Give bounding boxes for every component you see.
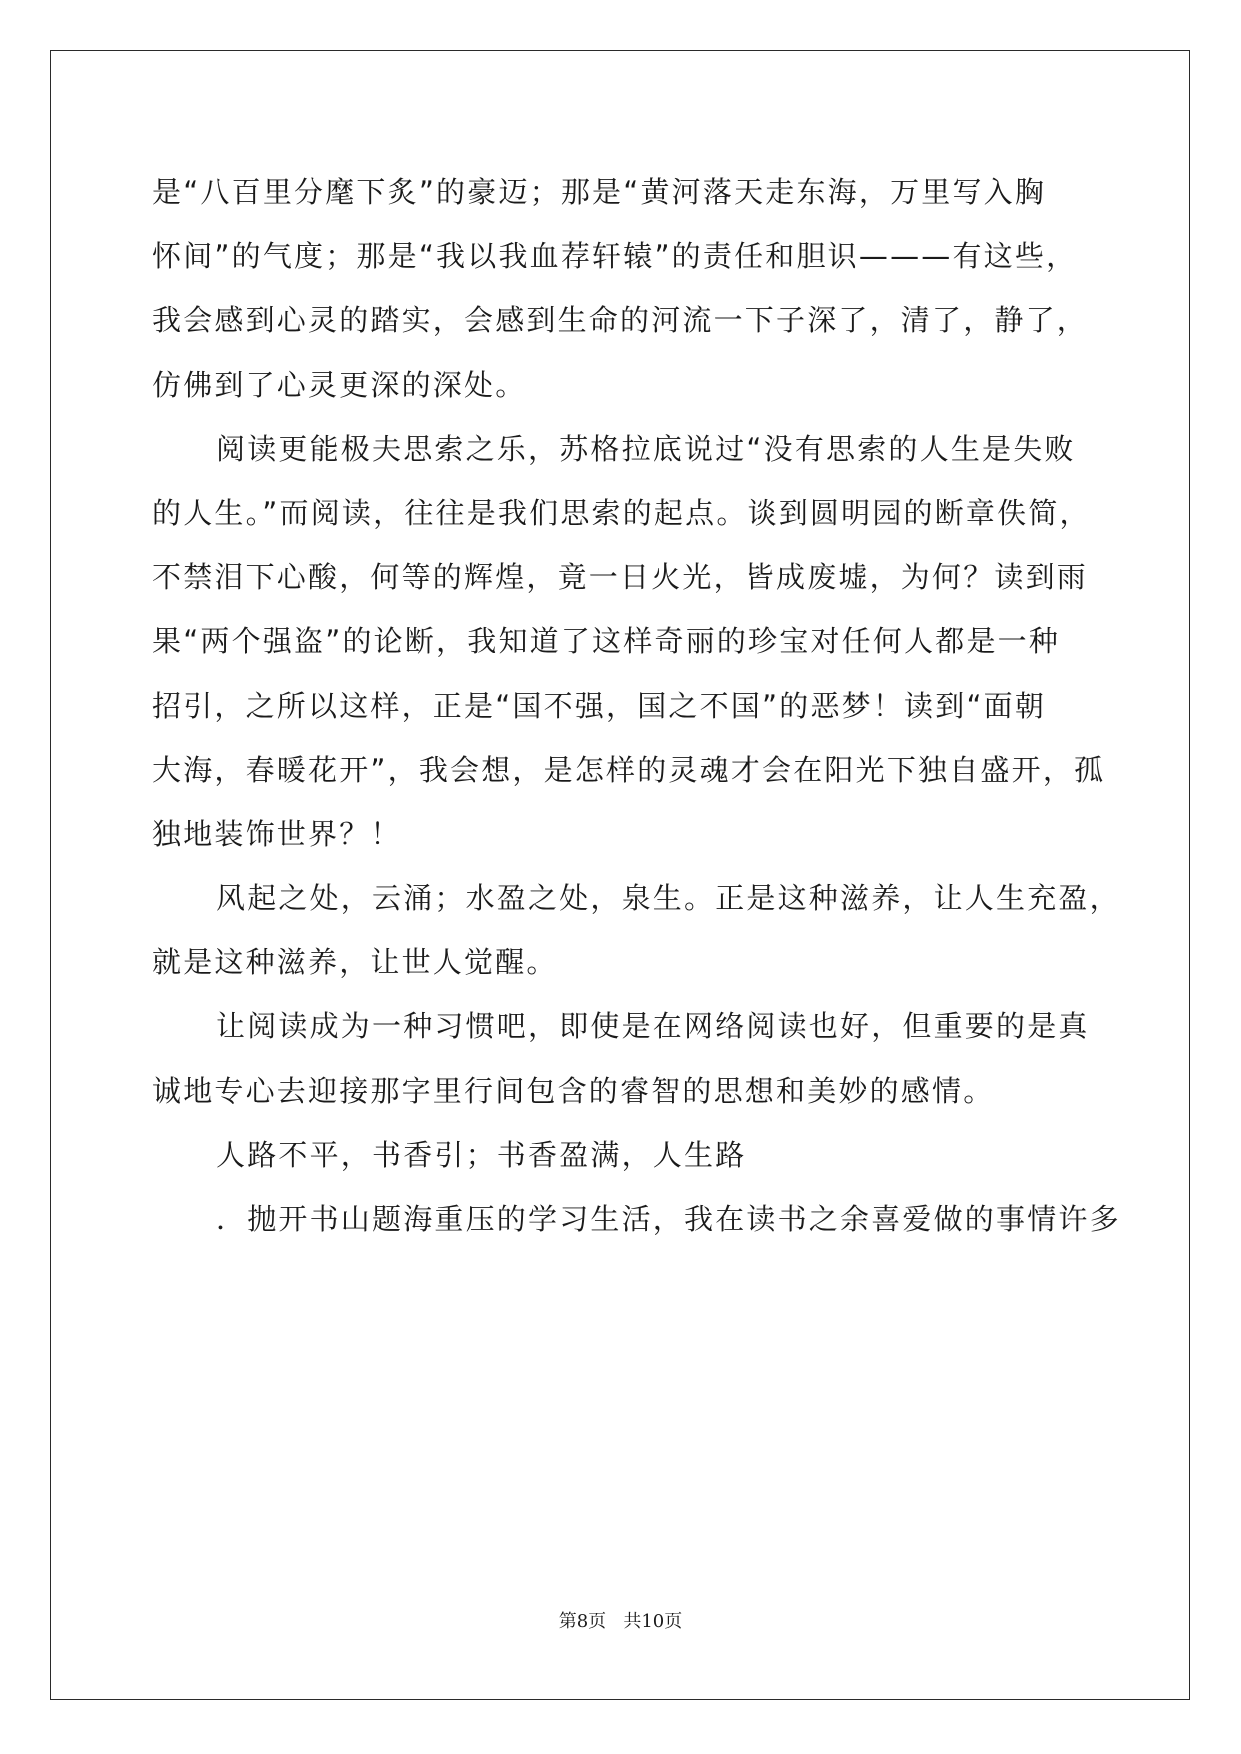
- text-line: 独地装饰世界？！: [152, 816, 402, 851]
- text-line: 是“八百里分麾下炙”的豪迈；那是“黄河落天走东海，万里写入胸: [152, 175, 1047, 209]
- page-total: 共10页: [623, 1611, 683, 1632]
- text-line: 让阅读成为一种习惯吧，即使是在网络阅读也好，但重要的是真: [216, 1009, 1090, 1044]
- page-number: 第8页: [558, 1611, 607, 1632]
- text-line: 诚地专心去迎接那字里行间包含的睿智的思想和美妙的感情。: [152, 1073, 995, 1108]
- text-line: 大海，春暖花开”，我会想，是怎样的灵魂才会在阳光下独自盛开，孤: [152, 752, 1106, 787]
- text-line: ．抛开书山题海重压的学习生活，我在读书之余喜爱做的事情许多: [216, 1202, 1121, 1236]
- text-line: 阅读更能极夫思索之乐，苏格拉底说过“没有思索的人生是失败: [216, 431, 1076, 466]
- text-line: 果“两个强盗”的论断，我知道了这样奇丽的珍宝对任何人都是一种: [152, 624, 1061, 659]
- text-line: 招引，之所以这样，正是“国不强，国之不国”的恶梦！读到“面朝: [152, 688, 1047, 723]
- text-line: 风起之处，云涌；水盈之处，泉生。正是这种滋养，让人生充盈，: [216, 881, 1121, 916]
- page-footer: [0, 1611, 1241, 1633]
- text-line: 的人生。”而阅读，往往是我们思索的起点。谈到圆明园的断章佚简，: [152, 495, 1091, 530]
- text-line: 不禁泪下心酸，何等的辉煌，竟一日火光，皆成废墟，为何？读到雨: [152, 560, 1089, 595]
- text-line: 怀间”的气度；那是“我以我血荐轩辕”的责任和胆识———有这些，: [152, 239, 1078, 274]
- text-line: 就是这种滋养，让世人觉醒。: [152, 945, 558, 980]
- text-line: 仿佛到了心灵更深的深处。: [152, 367, 527, 402]
- text-line: 我会感到心灵的踏实，会感到生命的河流一下子深了，清了，静了，: [152, 303, 1089, 338]
- text-line: 人路不平，书香引；书香盈满，人生路: [216, 1137, 747, 1172]
- document-body: [152, 160, 1121, 1251]
